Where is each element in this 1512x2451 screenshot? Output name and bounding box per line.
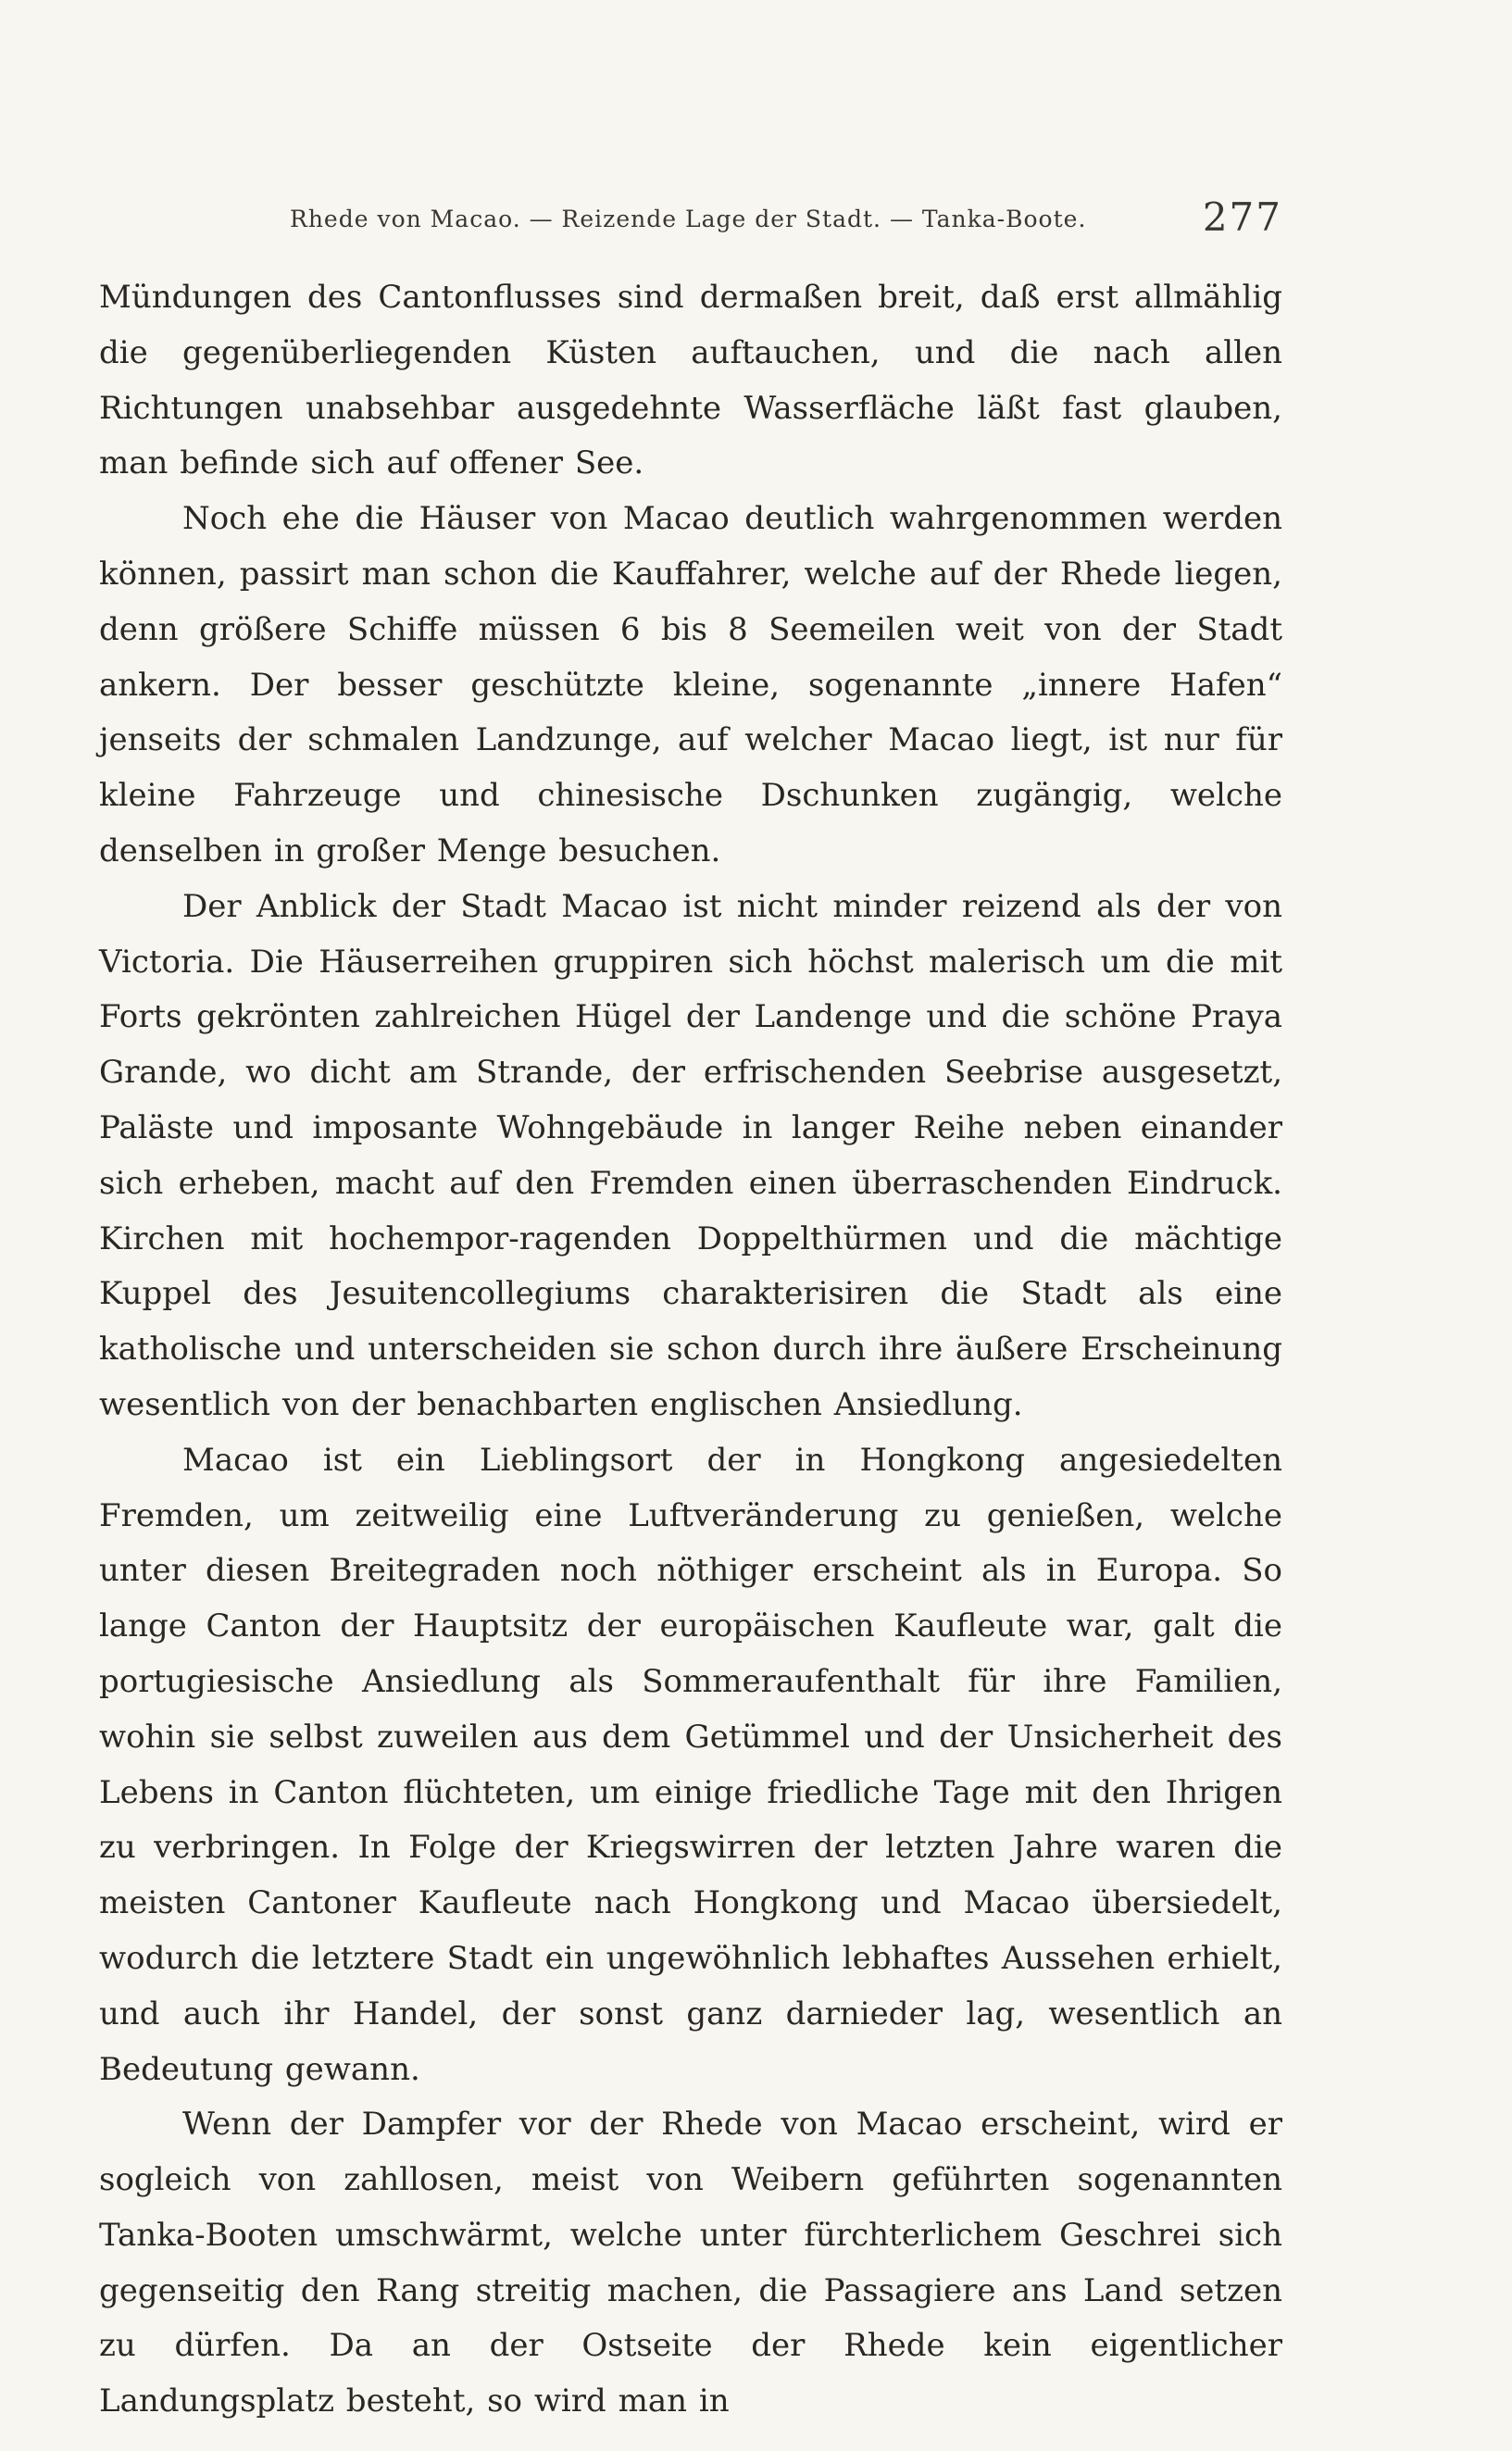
running-title: Rhede von Macao. — Reizende Lage der Stadt. — Tanka-Boote. xyxy=(290,206,1087,232)
paragraph: Wenn der Dampfer vor der Rhede von Macao erscheint, wird er sogleich von zahllosen, meist von Weibern geführten sogenannten Tanka-Booten umschwärmt, welche unter fürchterlichem Geschrei sich gegenseitig den Rang streitig machen, die Passagiere ans Land setzen zu dürfen. Da an der Ostseite der Rhede kein eigentlicher Landungsplatz besteht, so wird man in xyxy=(99,2106,1282,2420)
paragraph: Noch ehe die Häuser von Macao deutlich wahrgenommen werden können, passirt man schon die Kauffahrer, welche auf der Rhede liegen, denn größere Schiffe müssen 6 bis 8 Seemeilen weit von der Stadt ankern. Der besser geschützte kleine, sogenannte „innere Hafen“ jenseits der schmalen Landzunge, auf welcher Macao liegt, ist nur für kleine Fahrzeuge und chinesische Dschunken zugängig, welche denselben in großer Menge besuchen. xyxy=(99,500,1282,869)
paragraph: Mündungen des Cantonflusses sind dermaßen breit, daß erst allmählig die gegenüberliegenden Küsten auftauchen, und die nach allen Richtungen unabsehbar ausgedehnte Wasserfläche läßt fast glauben, man befinde sich auf offener See. xyxy=(99,279,1282,482)
running-header xyxy=(290,194,1282,241)
body-text xyxy=(99,270,1282,2430)
paragraph: Der Anblick der Stadt Macao ist nicht minder reizend als der von Victoria. Die Häuserreihen gruppiren sich höchst malerisch um die mit Forts gekrönten zahlreichen Hügel der Landenge und die schöne Praya Grande, wo dicht am Strande, der erfrischenden Seebrise ausgesetzt, Paläste und imposante Wohngebäude in langer Reihe neben einander sich erheben, macht auf den Fremden einen überraschenden Eindruck. Kirchen mit hochempor-ragenden Doppelthürmen und die mächtige Kuppel des Jesuitencollegiums charakterisiren die Stadt als eine katholische und unterscheiden sie schon durch ihre äußere Erscheinung wesentlich von der benachbarten englischen Ansiedlung. xyxy=(99,887,1282,1423)
page-number: 277 xyxy=(1202,194,1282,240)
paragraph: Macao ist ein Lieblingsort der in Hongkong angesiedelten Fremden, um zeitweilig eine Luftveränderung zu genießen, welche unter diesen Breitegraden noch nöthiger erscheint als in Europa. So lange Canton der Hauptsitz der europäischen Kaufleute war, galt die portugiesische Ansiedlung als Sommeraufenthalt für ihre Familien, wohin sie selbst zuweilen aus dem Getümmel und der Unsicherheit des Lebens in Canton flüchteten, um einige friedliche Tage mit den Ihrigen zu verbringen. In Folge der Kriegswirren der letzten Jahre waren die meisten Cantoner Kaufleute nach Hongkong und Macao übersiedelt, wodurch die letztere Stadt ein ungewöhnlich lebhaftes Aussehen erhielt, und auch ihr Handel, der sonst ganz darnieder lag, wesentlich an Bedeutung gewann. xyxy=(99,1441,1282,2088)
